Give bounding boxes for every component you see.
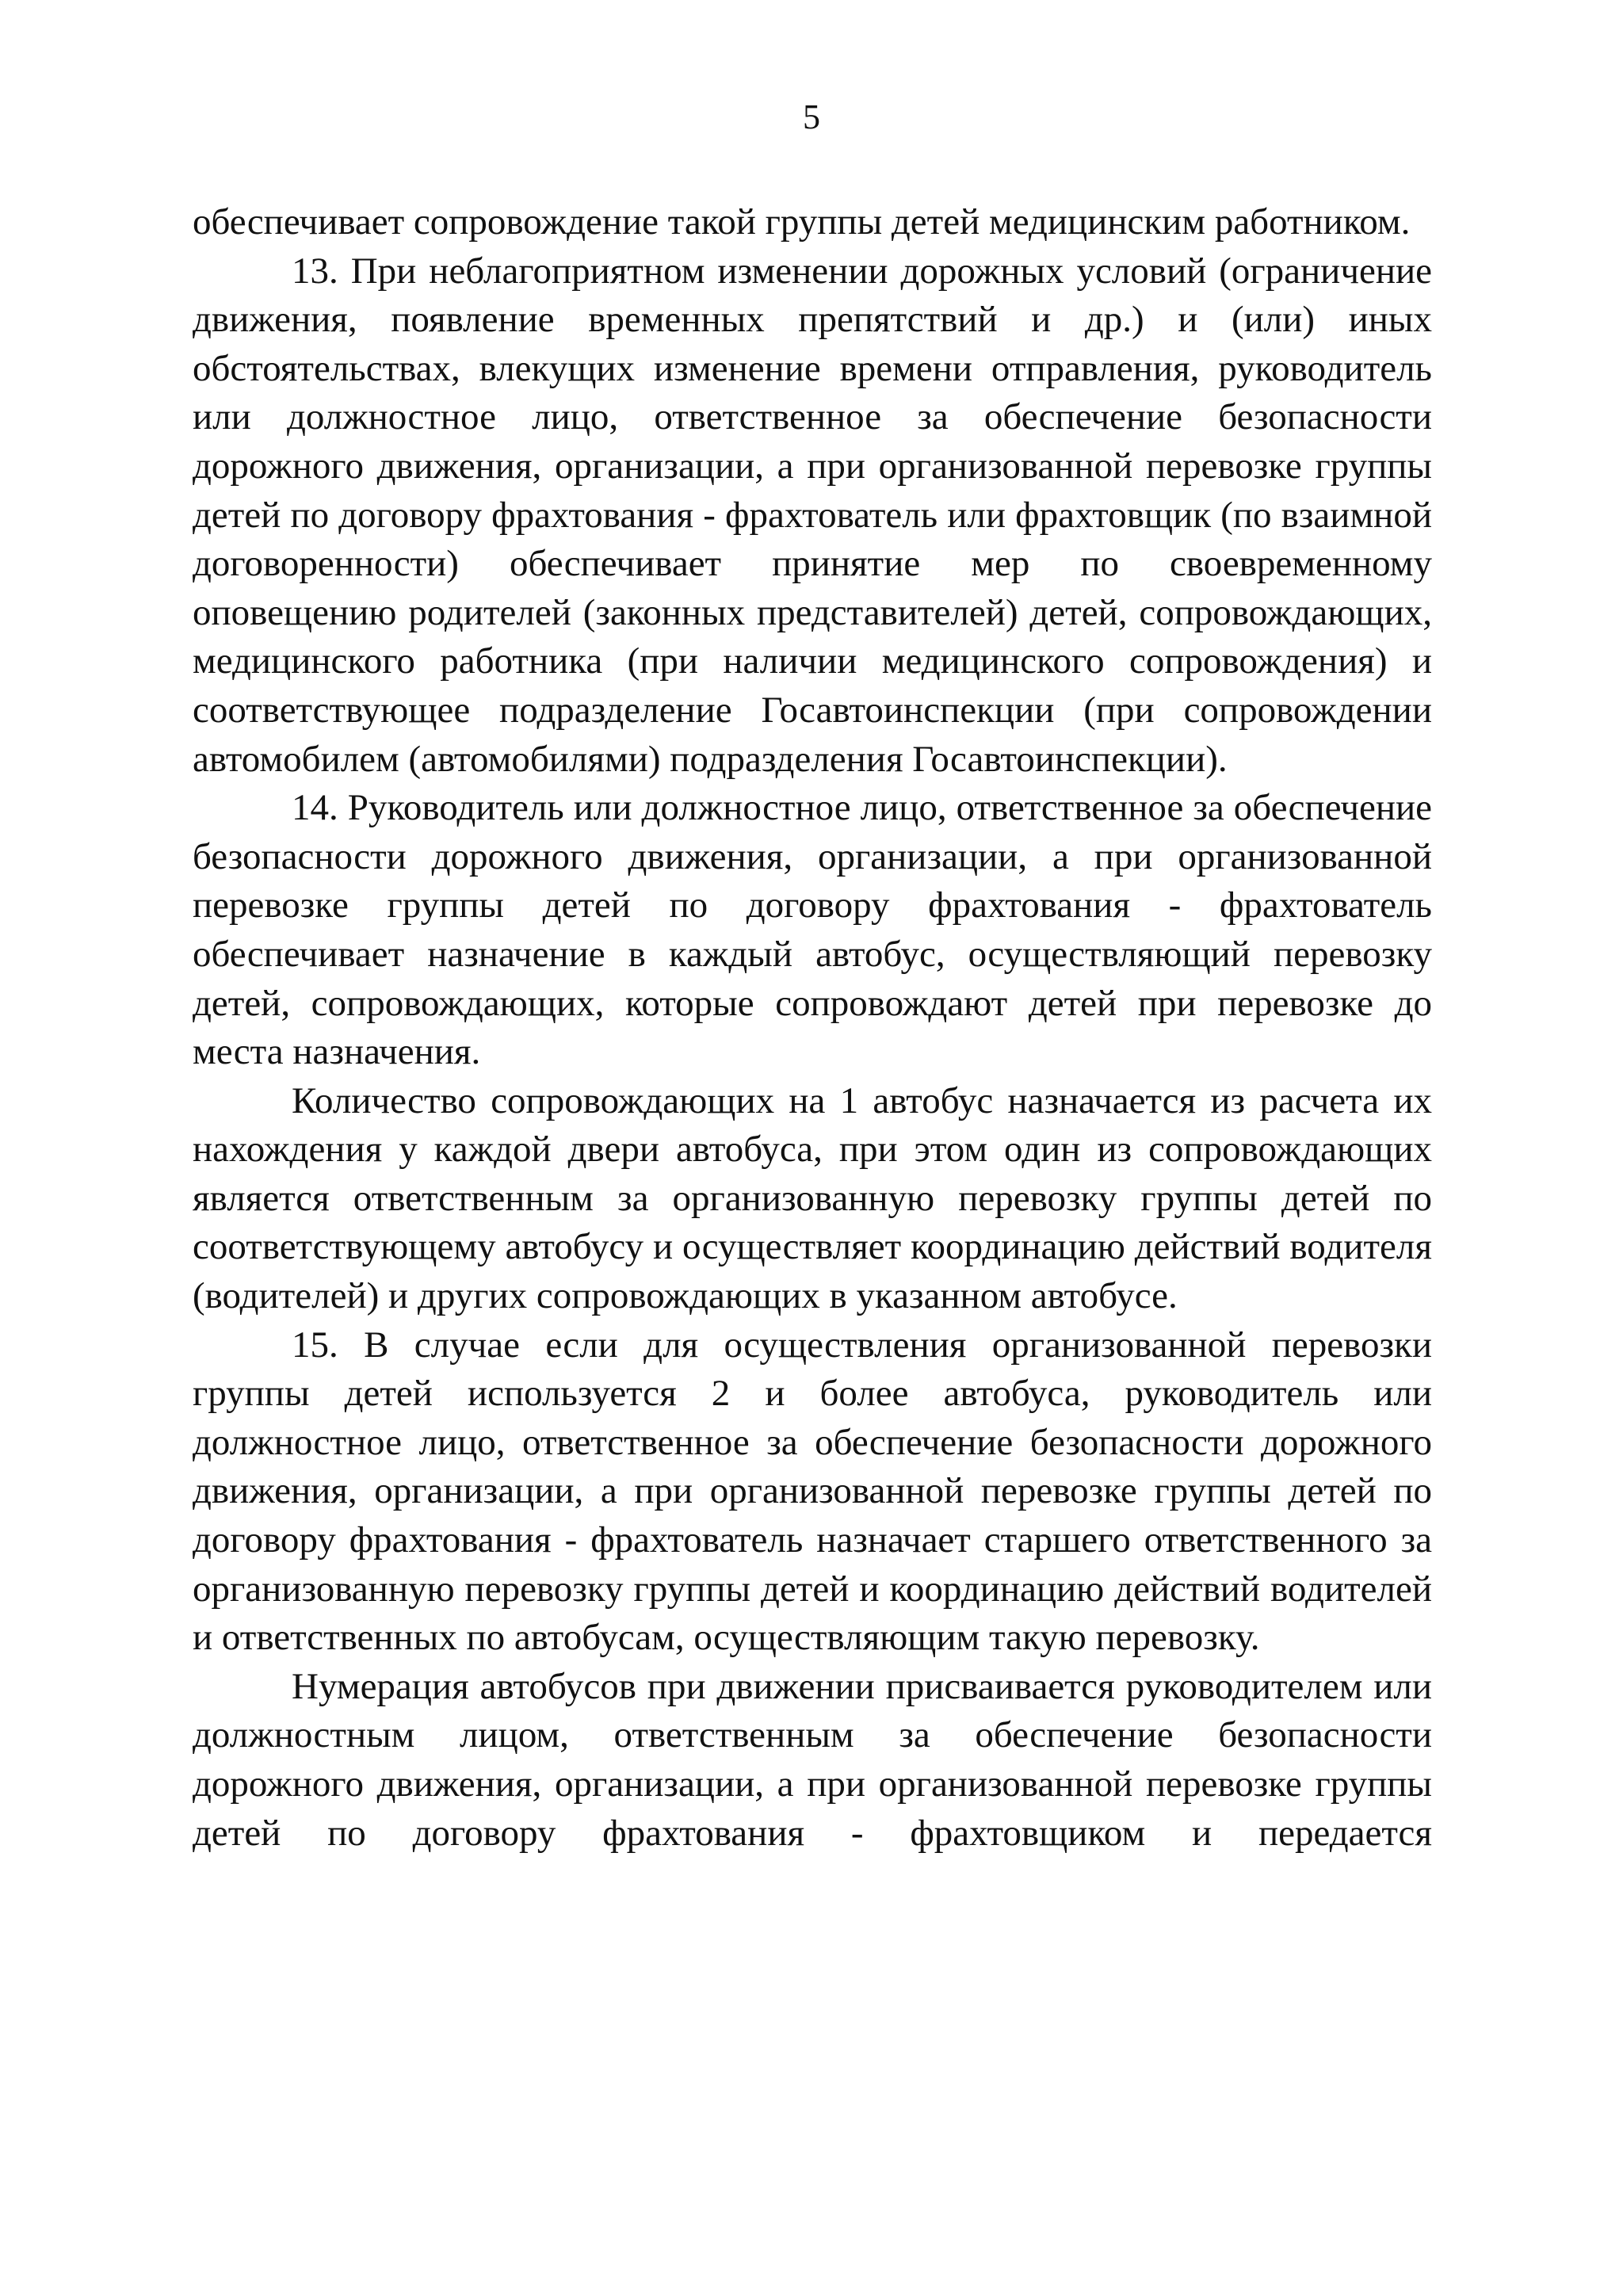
paragraph-escort-count: Количество сопровождающих на 1 автобус назначается из расчета их нахождения у каждой двери автобуса, при этом один из сопровождающих является ответственным за организованную перевозку группы детей по соответствующему автобусу и осуществляет координацию действий водителя (водителей) и других сопровождающих в указанном автобусе. — [193, 1079, 1432, 1317]
paragraph-item-13: 13. При неблагоприятном изменении дорожных условий (ограничение движения, появление временных препятствий и др.) и (или) иных обстоятельствах, влекущих изменение времени отправления, руководитель или должностное лицо, ответственное за обеспечение безопасности дорожного движения, организации, а при организованной перевозке группы детей по договору фрахтования - фрахтователь или фрахтовщик (по взаимной договоренности) обеспечивает принятие мер по своевременному оповещению родителей (законных представителей) детей, сопровождающих, медицинского работника (при наличии медицинского сопровождения) и соответствующее подразделение Госавтоинспекции (при сопровождении автомобилем (автомобилями) подразделения Госавтоинспекции). — [193, 250, 1432, 780]
document-body — [193, 198, 1432, 1858]
paragraph-item-15: 15. В случае если для осуществления организованной перевозки группы детей используется 2 и более автобуса, руководитель или должностное лицо, ответственное за обеспечение безопасности дорожного движения, организации, а при организованной перевозке группы детей по договору фрахтования - фрахтователь назначает старшего ответственного за организованную перевозку группы детей и координацию действий водителей и ответственных по автобусам, осуществляющим такую перевозку. — [193, 1324, 1432, 1659]
paragraph-item-14: 14. Руководитель или должностное лицо, ответственное за обеспечение безопасности дорожного движения, организации, а при организованной перевозке группы детей по договору фрахтования - фрахтователь обеспечивает назначение в каждый автобус, осуществляющий перевозку детей, сопровождающих, которые сопровождают детей при перевозке до места назначения. — [193, 787, 1432, 1073]
paragraph-bus-numbering: Нумерация автобусов при движении присваивается руководителем или должностным лицом, ответственным за обеспечение безопасности дорожного движения, организации, а при организованной перевозке группы детей по договору фрахтования - фрахтовщиком и передается — [193, 1665, 1432, 1854]
page-number: 5 — [803, 97, 820, 136]
paragraph-continuation: обеспечивает сопровождение такой группы детей медицинским работником. — [193, 201, 1411, 243]
